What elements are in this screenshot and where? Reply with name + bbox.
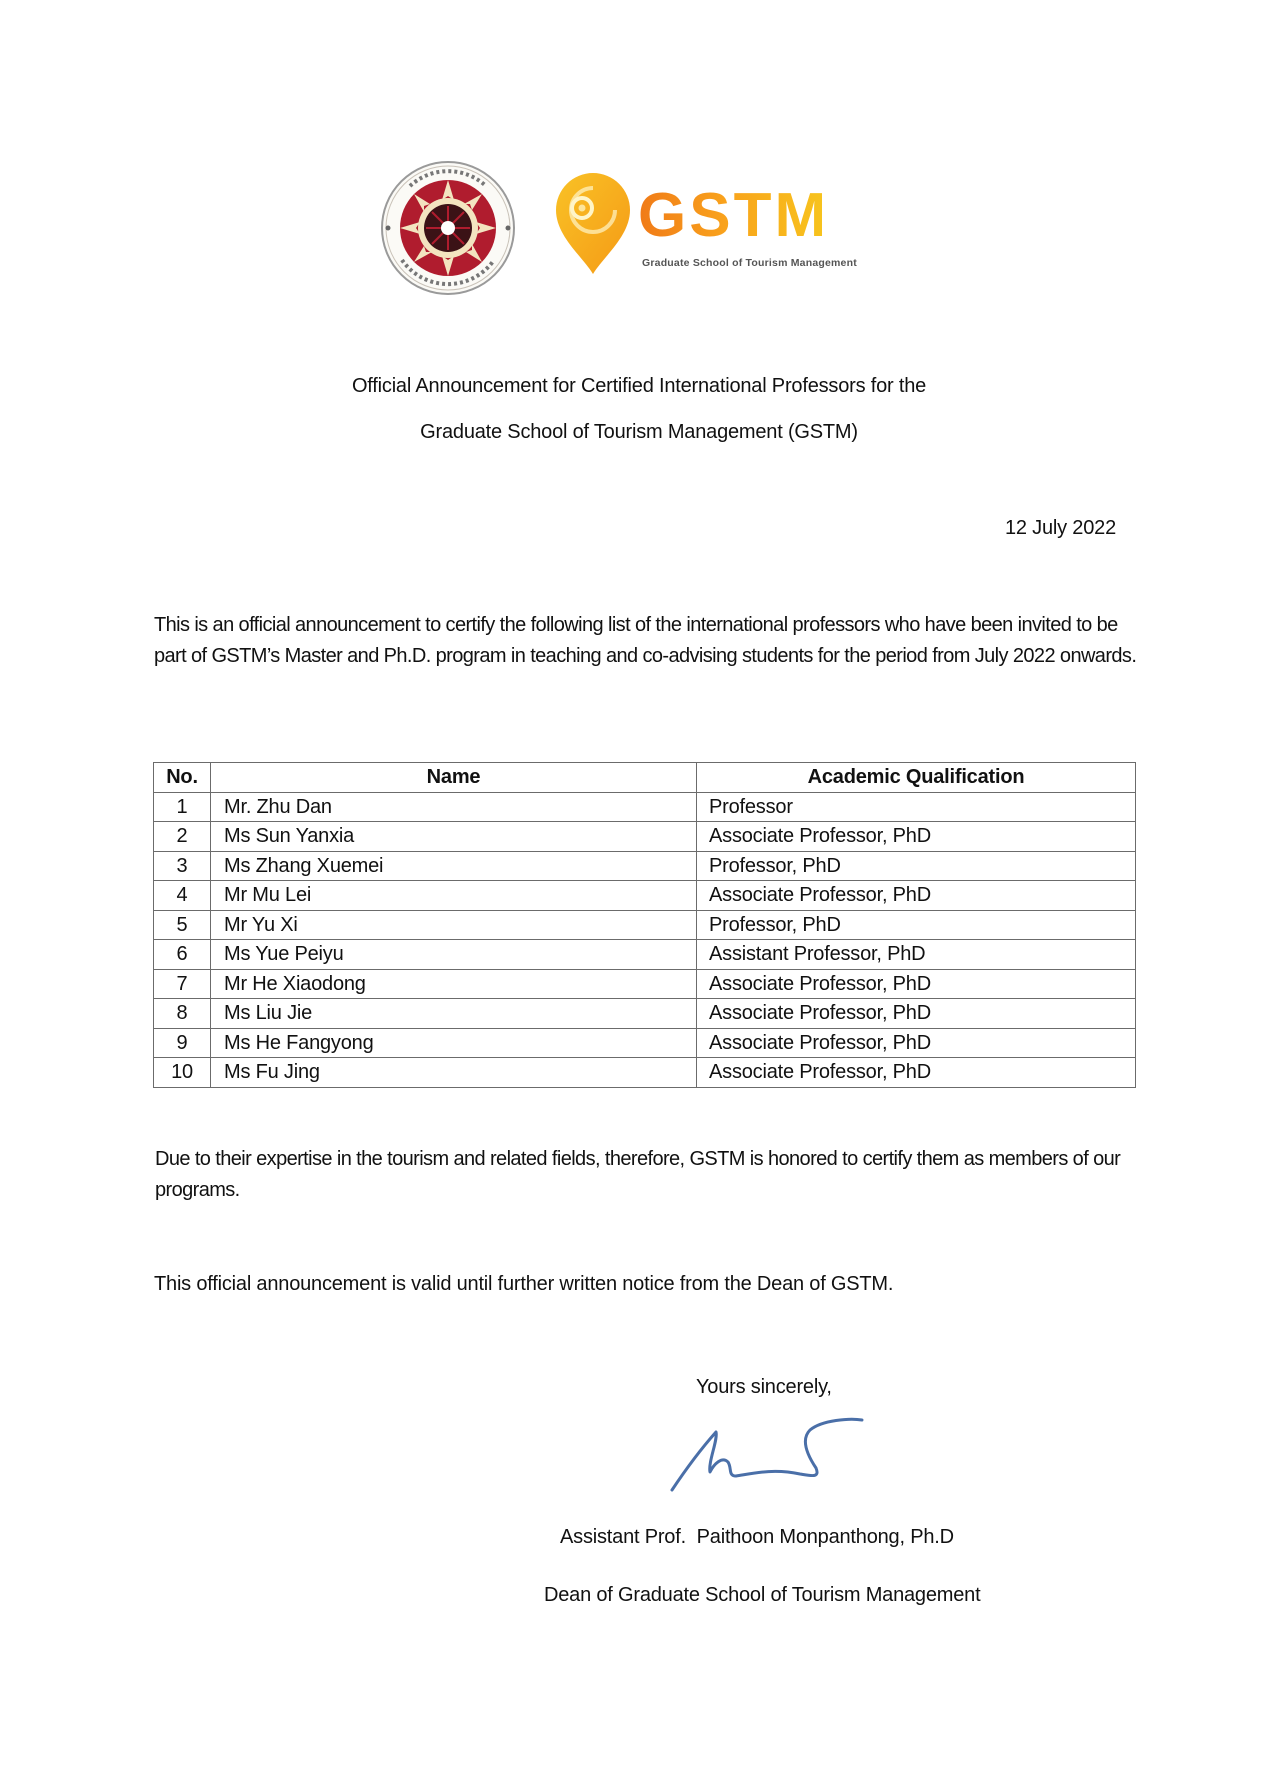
professors-table-body xyxy=(154,792,1136,1087)
table-row xyxy=(154,881,1136,911)
academic-qualification: Associate Professor, PhD xyxy=(697,822,1136,852)
professor-name: Ms Zhang Xuemei xyxy=(211,851,697,881)
location-pin-icon xyxy=(552,170,634,278)
professor-name: Ms Sun Yanxia xyxy=(211,822,697,852)
row-number: 7 xyxy=(154,969,211,999)
row-number: 8 xyxy=(154,999,211,1029)
table-row xyxy=(154,999,1136,1029)
academic-qualification: Professor, PhD xyxy=(697,851,1136,881)
table-row xyxy=(154,969,1136,999)
academic-qualification: Professor, PhD xyxy=(697,910,1136,940)
expertise-paragraph: Due to their expertise in the tourism and related fields, therefore, GSTM is honored to certify them as members of our programs. xyxy=(155,1148,1121,1201)
professor-name: Ms Liu Jie xyxy=(211,999,697,1029)
signer-title: Dean of Graduate School of Tourism Management xyxy=(544,1584,981,1606)
university-seal-logo xyxy=(380,160,516,296)
announcement-title-line1: Official Announcement for Certified International Professors for the xyxy=(351,375,927,397)
academic-qualification: Associate Professor, PhD xyxy=(697,1058,1136,1088)
row-number: 6 xyxy=(154,940,211,970)
academic-qualification: Professor xyxy=(697,792,1136,822)
professor-name: Ms Yue Peiyu xyxy=(211,940,697,970)
header-name: Name xyxy=(211,763,697,793)
academic-qualification: Associate Professor, PhD xyxy=(697,1028,1136,1058)
professor-name: Mr. Zhu Dan xyxy=(211,792,697,822)
announcement-date: 12 July 2022 xyxy=(1004,517,1116,539)
intro-paragraph: This is an official announcement to certify the following list of the international professors who have been invited to be part of GSTM’s Master and Ph.D. program in teaching and co-advising students for the period from July 2022 onwards. xyxy=(154,614,1137,667)
table-row xyxy=(154,851,1136,881)
row-number: 5 xyxy=(154,910,211,940)
validity-paragraph: This official announcement is valid until further written notice from the Dean of GSTM. xyxy=(154,1273,894,1295)
professors-table xyxy=(153,762,1136,1088)
academic-qualification: Assistant Professor, PhD xyxy=(697,940,1136,970)
table-row xyxy=(154,822,1136,852)
row-number: 2 xyxy=(154,822,211,852)
academic-qualification: Associate Professor, PhD xyxy=(697,999,1136,1029)
academic-qualification: Associate Professor, PhD xyxy=(697,969,1136,999)
row-number: 3 xyxy=(154,851,211,881)
table-row xyxy=(154,1058,1136,1088)
row-number: 1 xyxy=(154,792,211,822)
professor-name: Ms He Fangyong xyxy=(211,1028,697,1058)
professor-name: Mr Mu Lei xyxy=(211,881,697,911)
academic-qualification: Associate Professor, PhD xyxy=(697,881,1136,911)
row-number: 10 xyxy=(154,1058,211,1088)
header-no: No. xyxy=(154,763,211,793)
gstm-wordmark: GSTM xyxy=(638,184,830,248)
header-qualification: Academic Qualification xyxy=(697,763,1136,793)
signature-stroke xyxy=(672,1419,862,1490)
professor-name: Mr Yu Xi xyxy=(211,910,697,940)
professor-name: Ms Fu Jing xyxy=(211,1058,697,1088)
handwritten-signature xyxy=(660,1410,880,1510)
table-row xyxy=(154,910,1136,940)
table-header-row xyxy=(154,763,1136,793)
row-number: 4 xyxy=(154,881,211,911)
table-row xyxy=(154,940,1136,970)
table-row xyxy=(154,1028,1136,1058)
row-number: 9 xyxy=(154,1028,211,1058)
gstm-subtitle: Graduate School of Tourism Management xyxy=(642,257,857,269)
closing-salutation: Yours sincerely, xyxy=(696,1376,832,1398)
announcement-title-line2: Graduate School of Tourism Management (GSTM) xyxy=(420,421,858,443)
signer-name: Assistant Prof. Paithoon Monpanthong, Ph.D xyxy=(560,1526,954,1548)
table-row xyxy=(154,792,1136,822)
professor-name: Mr He Xiaodong xyxy=(211,969,697,999)
